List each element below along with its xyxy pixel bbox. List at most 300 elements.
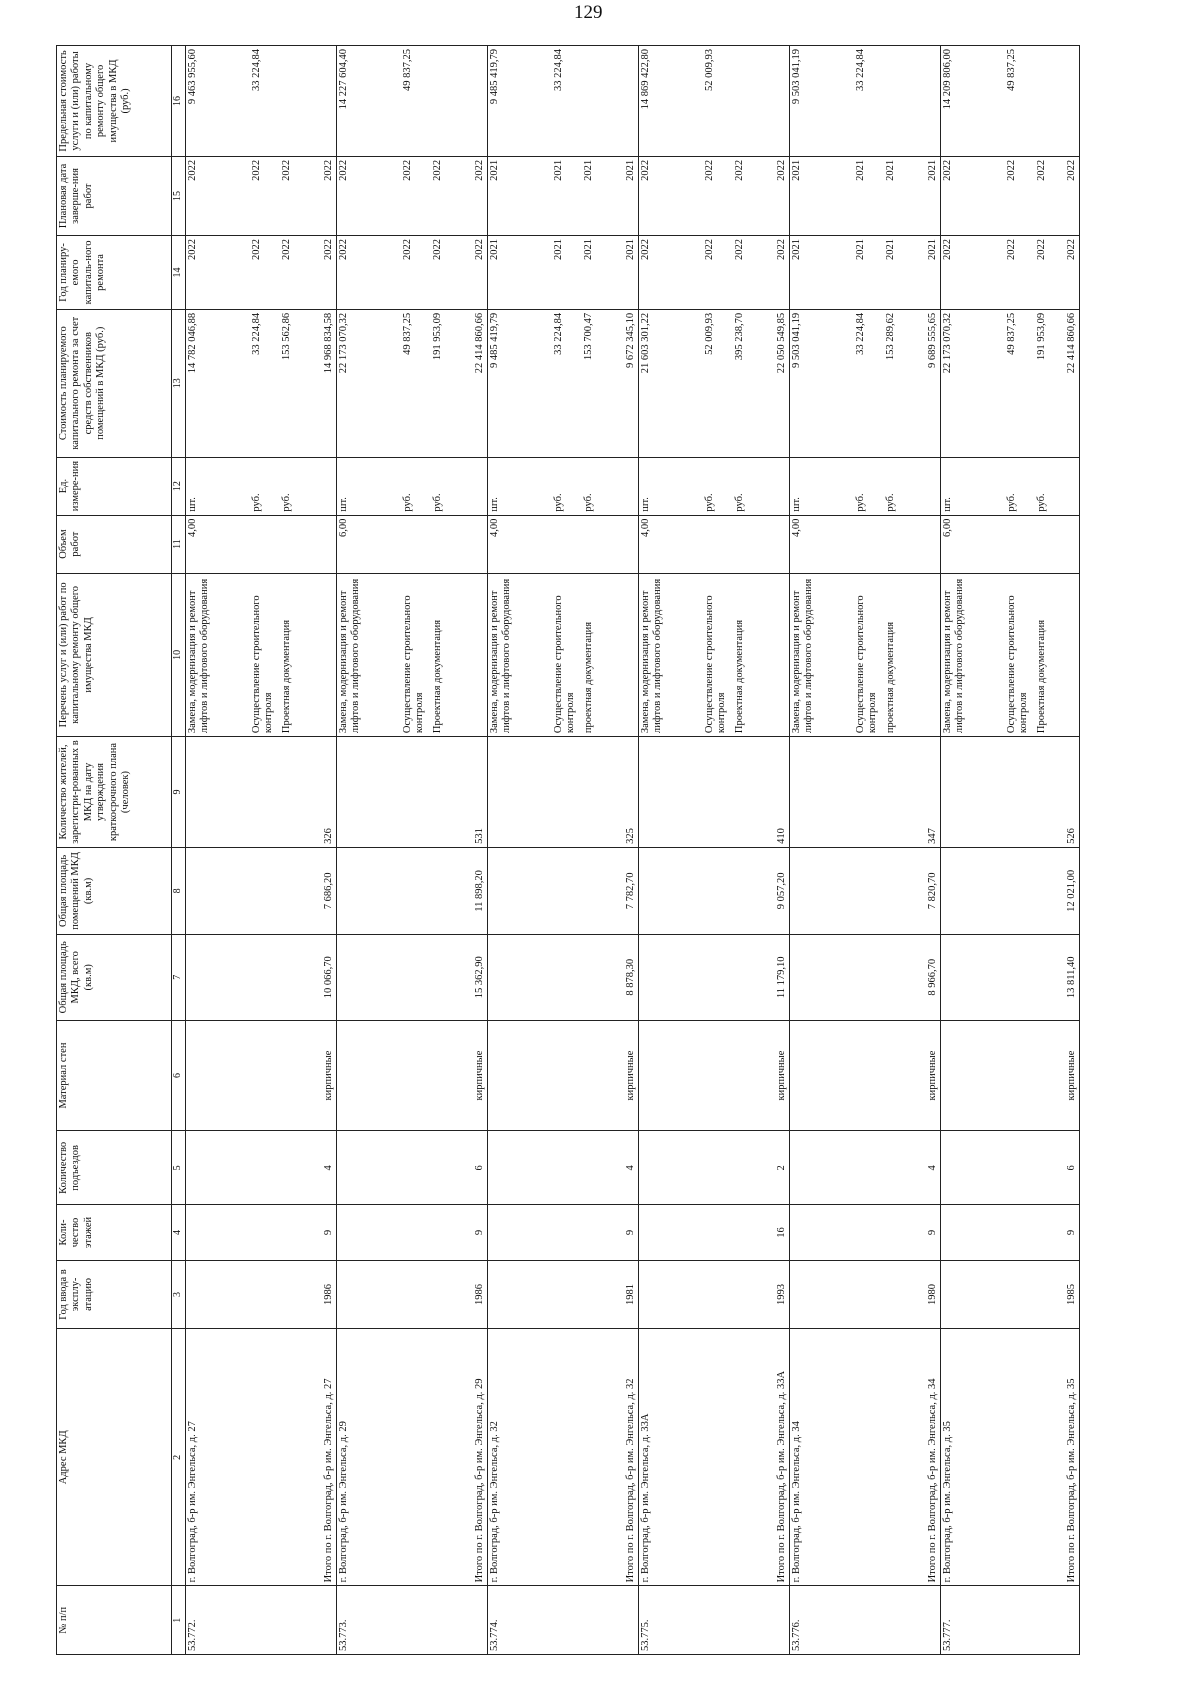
cell-text-year-next: 1980 (926, 1283, 938, 1305)
column-number: 16 (172, 46, 186, 157)
column-number: 7 (172, 934, 186, 1020)
cell-text-total-label: Итого по г. Волгоград, б-р им. Энгельса, д. 27 (322, 1378, 334, 1583)
work-date-text: 2022 (640, 159, 651, 181)
column-number: 2 (172, 1329, 186, 1586)
work-unit-text: руб. (251, 493, 262, 512)
work-limit-text: 9 463 955,60 (187, 49, 198, 105)
header-cell: № п/п (57, 1586, 172, 1655)
entrances-cell (790, 1131, 941, 1205)
work-unit-text: руб. (583, 493, 594, 512)
work-unit-text: руб. (1006, 493, 1017, 512)
cost-cell (186, 309, 337, 457)
work-limit-text: 9 485 419,79 (489, 49, 500, 105)
repair-plan-table (56, 45, 1080, 1655)
cell-text-walls-next: кирпичные (322, 1050, 334, 1101)
residents-cell (790, 737, 941, 848)
cell-text-walls-next: кирпичные (473, 1050, 485, 1101)
limit-cost-cell (337, 46, 488, 157)
table-row (488, 46, 639, 1655)
cell-text-year-next: 1993 (775, 1283, 787, 1305)
cell-text-year-next: 1985 (1066, 1283, 1077, 1305)
work-name-text: проектная документация (885, 621, 896, 734)
work-name-text: Замена, модернизация и ремонт лифтов и лифтового оборудования (640, 578, 664, 734)
total-total-year-text: 2022 (473, 239, 485, 261)
address-cell (639, 1329, 790, 1586)
cell-text-total-label: Итого по г. Волгоград, б-р им. Энгельса, д. 32 (624, 1378, 636, 1583)
volume-cell (186, 515, 337, 573)
work-unit-text: руб. (281, 493, 292, 512)
work-name-text: Осуществление строительного контроля (704, 595, 728, 734)
table-row (941, 46, 1080, 1655)
residents-cell (639, 737, 790, 848)
work-limit-text (583, 49, 613, 153)
work-name-text: Осуществление строительного контроля (251, 595, 275, 734)
header-cell: Количество подъездов (57, 1131, 172, 1205)
total-total-date-text: 2022 (1066, 159, 1077, 181)
cost-cell (639, 309, 790, 457)
header-cell: Общая площадь помещений МКД (кв.м) (57, 847, 172, 934)
completion-date-cell (941, 156, 1080, 235)
work-limit-text: 52 009,93 (704, 49, 715, 91)
cell-text-area-next: 8 878,30 (624, 958, 636, 996)
wall-material-cell (639, 1020, 790, 1131)
address-cell (488, 1329, 639, 1586)
cell-text-area-rooms-next: 11 898,20 (473, 870, 485, 912)
table-row (790, 46, 941, 1655)
cell-text-num: 53.774. (489, 1619, 500, 1651)
total-area-cell (941, 934, 1080, 1020)
cell-text-area-next: 15 362,90 (473, 956, 485, 999)
header-cell: Перечень услуг и (или) работ по капитальному ремонту общего имущества МКД (57, 573, 172, 737)
volume-cell (337, 515, 488, 573)
completion-date-cell (186, 156, 337, 235)
work-date-text: 2022 (432, 159, 443, 181)
entrances-cell (941, 1131, 1080, 1205)
work-cost-text: 14 782 046,88 (187, 312, 198, 374)
cell-text-residents-next: 325 (624, 828, 636, 844)
works-cell (941, 573, 1080, 737)
work-cost-text: 52 009,93 (704, 312, 715, 355)
column-number: 13 (172, 309, 186, 457)
work-vol-text (553, 519, 583, 570)
work-limit-text: 14 209 806,00 (942, 49, 953, 110)
cell-text-area-next: 13 811,40 (1066, 956, 1077, 999)
floors-cell (941, 1205, 1080, 1260)
work-name-text: Осуществление строительного контроля (402, 595, 426, 734)
work-date-text: 2022 (734, 159, 745, 181)
cell-text-total-label: Итого по г. Волгоград, б-р им. Энгельса, д. 33А (775, 1370, 787, 1583)
cell-text-num: 53.776. (791, 1619, 802, 1651)
completion-date-cell (639, 156, 790, 235)
unit-cell (186, 457, 337, 515)
work-date-text: 2022 (187, 159, 198, 181)
total-total-date-text: 2022 (473, 159, 485, 181)
cell-text-num: 53.772. (187, 1619, 198, 1651)
work-name-text: проектная документация (583, 621, 594, 734)
work-name-text: Проектная документация (281, 619, 292, 734)
work-date-text: 2022 (1036, 159, 1047, 181)
page-number: 129 (574, 2, 603, 23)
column-number: 10 (172, 573, 186, 737)
work-unit-text: руб. (553, 493, 564, 512)
work-cost-text: 49 837,25 (1006, 312, 1017, 355)
column-number: 5 (172, 1131, 186, 1205)
repair-year-cell (186, 236, 337, 310)
total-total-year-text: 2022 (1066, 239, 1077, 261)
total-total-date-text: 2022 (322, 159, 334, 181)
repair-year-cell (337, 236, 488, 310)
work-vol-text (251, 519, 281, 570)
year-built-cell (488, 1260, 639, 1329)
cell-text-floors-next: 9 (1066, 1229, 1077, 1236)
limit-cost-cell (941, 46, 1080, 157)
work-year-text: 2021 (791, 239, 802, 261)
work-date-text: 2021 (583, 159, 594, 181)
completion-date-cell (790, 156, 941, 235)
cell-text-residents-next: 347 (926, 828, 938, 844)
cell-text-entrances-next: 6 (1066, 1165, 1077, 1171)
work-unit-text: шт. (640, 497, 651, 512)
work-unit-text: шт. (338, 497, 349, 512)
work-year-text: 2021 (489, 239, 500, 261)
work-cost-text: 33 224,84 (251, 312, 262, 355)
work-date-text: 2021 (791, 159, 802, 181)
cell-text-addr: г. Волгоград, б-р им. Энгельса, д. 34 (791, 1421, 802, 1583)
header-cell: Материал стен (57, 1020, 172, 1131)
work-name-text: Осуществление строительного контроля (553, 595, 577, 734)
work-year-text: 2022 (281, 239, 292, 261)
header-cell: Год планиру-емого капиталь-ного ремонта (57, 236, 172, 310)
table-row (186, 46, 337, 1655)
floors-cell (337, 1205, 488, 1260)
header-cell: Адрес МКД (57, 1329, 172, 1586)
year-built-cell (790, 1260, 941, 1329)
residents-cell (186, 737, 337, 848)
total-total-year-text: 2022 (775, 239, 787, 261)
work-date-text: 2021 (489, 159, 500, 181)
unit-cell (941, 457, 1080, 515)
volume-cell (941, 515, 1080, 573)
column-number: 6 (172, 1020, 186, 1131)
limit-cost-cell (790, 46, 941, 157)
unit-cell (639, 457, 790, 515)
row-number-cell (941, 1586, 1080, 1655)
repair-year-cell (790, 236, 941, 310)
work-vol-text (704, 519, 734, 570)
cell-text-total-label: Итого по г. Волгоград, б-р им. Энгельса, д. 35 (1066, 1378, 1077, 1583)
cell-text-year-next: 1986 (322, 1283, 334, 1305)
work-date-text: 2022 (704, 159, 715, 181)
work-name-text: Замена, модернизация и ремонт лифтов и лифтового оборудования (942, 578, 966, 734)
column-number: 1 (172, 1586, 186, 1655)
rooms-area-cell (790, 847, 941, 934)
rooms-area-cell (941, 847, 1080, 934)
cell-text-walls-next: кирпичные (624, 1050, 636, 1101)
unit-cell (337, 457, 488, 515)
work-limit-text: 14 227 604,40 (338, 49, 349, 110)
work-vol-text (432, 519, 462, 570)
work-date-text: 2022 (251, 159, 262, 181)
year-built-cell (337, 1260, 488, 1329)
header-cell: Общая площадь МКД, всего (кв.м) (57, 934, 172, 1020)
unit-cell (488, 457, 639, 515)
total-total-cost-text: 14 968 834,58 (322, 312, 334, 374)
work-cost-text: 22 173 070,32 (942, 312, 953, 374)
floors-cell (790, 1205, 941, 1260)
work-cost-text: 21 603 301,22 (640, 312, 651, 374)
work-cost-text: 49 837,25 (402, 312, 413, 355)
header-cell: Объем работ (57, 515, 172, 573)
limit-cost-cell (488, 46, 639, 157)
limit-cost-cell (186, 46, 337, 157)
work-unit-text: руб. (704, 493, 715, 512)
total-total-date-text: 2021 (624, 159, 636, 181)
column-number-row (172, 46, 186, 1655)
table-row (337, 46, 488, 1655)
work-name-text: Проектная документация (734, 619, 745, 734)
column-number: 9 (172, 737, 186, 848)
work-year-text: 2022 (704, 239, 715, 261)
works-cell (639, 573, 790, 737)
total-total-cost-text: 22 414 860,66 (1066, 312, 1077, 374)
cell-text-entrances-next: 2 (775, 1165, 787, 1171)
total-area-cell (790, 934, 941, 1020)
rotated-table-container (56, 45, 1200, 1655)
work-year-text: 2022 (734, 239, 745, 261)
work-year-text: 2022 (942, 239, 953, 261)
cell-text-addr: г. Волгоград, б-р им. Энгельса, д. 29 (338, 1421, 349, 1583)
work-cost-text: 22 173 070,32 (338, 312, 349, 374)
cell-text-floors-next: 9 (624, 1229, 636, 1236)
wall-material-cell (337, 1020, 488, 1131)
work-limit-text: 33 224,84 (251, 49, 262, 91)
work-date-text: 2022 (338, 159, 349, 181)
rooms-area-cell (337, 847, 488, 934)
column-number: 14 (172, 236, 186, 310)
work-unit-text: шт. (489, 497, 500, 512)
repair-year-cell (639, 236, 790, 310)
header-cell: Плановая дата заверше-ния работ (57, 156, 172, 235)
cell-text-entrances-next: 4 (624, 1165, 636, 1171)
work-unit-text: руб. (885, 493, 896, 512)
work-limit-text: 33 224,84 (855, 49, 866, 91)
work-year-text: 2022 (640, 239, 651, 261)
cell-text-area-rooms-next: 9 057,20 (775, 872, 787, 910)
cell-text-walls-next: кирпичные (775, 1050, 787, 1101)
work-year-text: 2022 (1006, 239, 1017, 261)
work-cost-text: 395 238,70 (734, 312, 745, 361)
work-limit-text (1036, 49, 1066, 153)
row-number-cell (639, 1586, 790, 1655)
rooms-area-cell (639, 847, 790, 934)
cell-text-area-next: 11 179,10 (775, 956, 787, 999)
cost-cell (941, 309, 1080, 457)
wall-material-cell (488, 1020, 639, 1131)
cost-cell (488, 309, 639, 457)
row-number-cell (790, 1586, 941, 1655)
cell-text-addr: г. Волгоград, б-р им. Энгельса, д. 27 (187, 1421, 198, 1583)
work-date-text: 2022 (942, 159, 953, 181)
address-cell (941, 1329, 1080, 1586)
work-vol-text (1036, 519, 1066, 570)
cell-text-addr: г. Волгоград, б-р им. Энгельса, д. 32 (489, 1421, 500, 1583)
work-date-text: 2022 (1006, 159, 1017, 181)
work-unit-text: руб. (402, 493, 413, 512)
residents-cell (941, 737, 1080, 848)
total-area-cell (337, 934, 488, 1020)
rooms-area-cell (488, 847, 639, 934)
work-year-text: 2022 (187, 239, 198, 261)
cell-text-residents-next: 531 (473, 828, 485, 844)
cell-text-residents-next: 326 (322, 828, 334, 844)
cell-text-residents-next: 526 (1066, 828, 1077, 844)
year-built-cell (941, 1260, 1080, 1329)
header-row (57, 46, 172, 1655)
work-vol-text (855, 519, 885, 570)
cell-text-entrances-next: 6 (473, 1165, 485, 1171)
cell-text-area-rooms-next: 7 820,70 (926, 872, 938, 910)
work-unit-text: шт. (791, 497, 802, 512)
column-number: 4 (172, 1205, 186, 1260)
works-cell (488, 573, 639, 737)
cell-text-residents-next: 410 (775, 828, 787, 844)
work-date-text: 2021 (855, 159, 866, 181)
work-name-text: Проектная документация (432, 619, 443, 734)
work-unit-text: шт. (942, 497, 953, 512)
work-unit-text: руб. (432, 493, 443, 512)
work-limit-text: 49 837,25 (402, 49, 413, 91)
cell-text-floors-next: 16 (775, 1227, 787, 1238)
total-total-cost-text: 9 672 345,10 (624, 312, 636, 368)
unit-cell (790, 457, 941, 515)
cell-text-area-rooms-next: 7 686,20 (322, 872, 334, 910)
floors-cell (186, 1205, 337, 1260)
work-vol-text (402, 519, 432, 570)
work-limit-text (885, 49, 915, 153)
cell-text-area-rooms-next: 7 782,70 (624, 872, 636, 910)
works-cell (186, 573, 337, 737)
total-area-cell (186, 934, 337, 1020)
work-name-text: Замена, модернизация и ремонт лифтов и лифтового оборудования (187, 578, 211, 734)
work-date-text: 2021 (885, 159, 896, 181)
work-cost-text: 9 503 041,19 (791, 312, 802, 368)
work-vol-text: 4,00 (489, 518, 500, 537)
volume-cell (790, 515, 941, 573)
floors-cell (488, 1205, 639, 1260)
work-date-text: 2021 (553, 159, 564, 181)
work-vol-text (1006, 519, 1036, 570)
column-number: 12 (172, 457, 186, 515)
column-number: 15 (172, 156, 186, 235)
header-cell: Стоимость планируемого капитального ремонта за счет средств собственников помещений в МКД (руб.) (57, 309, 172, 457)
work-name-text: Осуществление строительного контроля (1006, 595, 1030, 734)
total-total-cost-text: 22 050 549,85 (775, 312, 787, 374)
work-cost-text: 33 224,84 (553, 312, 564, 355)
cell-text-area-rooms-next: 12 021,00 (1066, 869, 1077, 912)
repair-year-cell (488, 236, 639, 310)
cell-text-floors-next: 9 (322, 1229, 334, 1236)
cell-text-year-next: 1981 (624, 1283, 636, 1305)
work-name-text: Замена, модернизация и ремонт лифтов и лифтового оборудования (791, 578, 815, 734)
table-body (186, 46, 1080, 1655)
works-cell (337, 573, 488, 737)
address-cell (337, 1329, 488, 1586)
total-total-cost-text: 22 414 860,66 (473, 312, 485, 374)
header-cell: Год ввода в эксплу-атацию (57, 1260, 172, 1329)
header-cell: Количество жителей, зарегистри-рованных в МКД на дату утверждения краткосрочного плана (человек) (57, 737, 172, 848)
work-cost-text: 9 485 419,79 (489, 312, 500, 368)
cell-text-area-next: 10 066,70 (322, 956, 334, 999)
column-number: 3 (172, 1260, 186, 1329)
work-vol-text (281, 519, 311, 570)
entrances-cell (488, 1131, 639, 1205)
cell-text-total-label: Итого по г. Волгоград, б-р им. Энгельса, д. 34 (926, 1378, 938, 1583)
work-name-text: Осуществление строительного контроля (855, 595, 879, 734)
entrances-cell (639, 1131, 790, 1205)
wall-material-cell (186, 1020, 337, 1131)
work-unit-text: руб. (1036, 493, 1047, 512)
header-cell: Предельная стоимость услуги и (или) работы по капитальному ремонту общего имущества в МКД (руб.) (57, 46, 172, 157)
work-year-text: 2022 (1036, 239, 1047, 261)
work-year-text: 2021 (855, 239, 866, 261)
cell-text-num: 53.773. (338, 1619, 349, 1651)
work-name-text: Проектная документация (1036, 619, 1047, 734)
cost-cell (337, 309, 488, 457)
wall-material-cell (790, 1020, 941, 1131)
works-cell (790, 573, 941, 737)
work-year-text: 2022 (338, 239, 349, 261)
work-date-text: 2022 (402, 159, 413, 181)
work-vol-text: 6,00 (338, 518, 349, 537)
work-vol-text: 6,00 (942, 518, 953, 537)
total-total-year-text: 2021 (624, 239, 636, 261)
cell-text-entrances-next: 4 (926, 1165, 938, 1171)
column-number: 8 (172, 847, 186, 934)
cell-text-walls-next: кирпичные (1066, 1050, 1077, 1101)
work-vol-text (583, 519, 613, 570)
work-limit-text (432, 49, 462, 153)
entrances-cell (337, 1131, 488, 1205)
wall-material-cell (941, 1020, 1080, 1131)
row-number-cell (337, 1586, 488, 1655)
completion-date-cell (488, 156, 639, 235)
total-total-date-text: 2022 (775, 159, 787, 181)
work-name-text: Замена, модернизация и ремонт лифтов и лифтового оборудования (489, 578, 513, 734)
work-cost-text: 153 562,86 (281, 312, 292, 361)
total-total-cost-text: 9 689 555,65 (926, 312, 938, 368)
work-year-text: 2021 (583, 239, 594, 261)
completion-date-cell (337, 156, 488, 235)
work-year-text: 2022 (402, 239, 413, 261)
work-vol-text (885, 519, 915, 570)
total-total-year-text: 2021 (926, 239, 938, 261)
column-number: 11 (172, 515, 186, 573)
work-vol-text: 4,00 (187, 518, 198, 537)
row-number-cell (488, 1586, 639, 1655)
work-unit-text: руб. (855, 493, 866, 512)
work-limit-text: 49 837,25 (1006, 49, 1017, 91)
work-cost-text: 33 224,84 (855, 312, 866, 355)
year-built-cell (639, 1260, 790, 1329)
cell-text-year-next: 1986 (473, 1283, 485, 1305)
total-total-year-text: 2022 (322, 239, 334, 261)
year-built-cell (186, 1260, 337, 1329)
repair-year-cell (941, 236, 1080, 310)
total-total-date-text: 2021 (926, 159, 938, 181)
cell-text-floors-next: 9 (473, 1229, 485, 1236)
work-vol-text: 4,00 (791, 518, 802, 537)
entrances-cell (186, 1131, 337, 1205)
